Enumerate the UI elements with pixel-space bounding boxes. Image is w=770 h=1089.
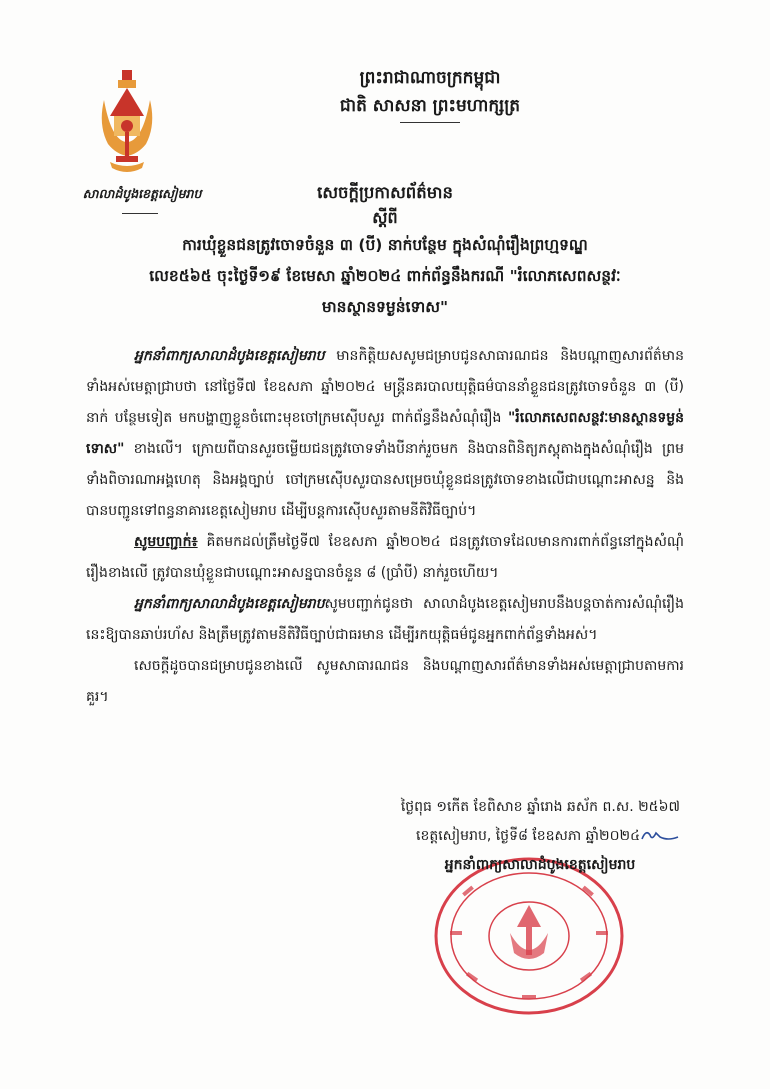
heading-line-3: មានស្ថានទម្ងន់ទោស"	[321, 298, 449, 316]
signatory-title: អ្នកនាំពាក្យសាលាដំបូងខេត្តសៀមរាប	[444, 857, 636, 873]
case-name-quote: "រំលោភសេពសន្ថវៈមានស្ថានទម្ងន់ទោស"	[86, 410, 684, 457]
paragraph-1-text-a: មានកិត្តិយសសូមជម្រាបជូនសាធារណជន និងបណ្តាញសារព័ត៌មានទាំងអស់មេត្តាជ្រាបថា នៅថ្ងៃទី៧ ខែឧសភា ឆ្នាំ២០២៤ មន្ត្រីនគរបាលយុត្តិធម៌បាននាំខ្លួនជនត្រូវចោទចំនួន ៣ (បី) នាក់ បន្ថែមទៀត មកបង្ហាញខ្លួនចំពោះមុខចៅក្រមស៊ើបសួរ ពាក់ព័ន្ធនឹងសំណុំរឿង	[86, 348, 684, 426]
handwritten-mark-icon	[640, 827, 680, 845]
document-title: សេចក្តីប្រកាសព័ត៌មាន	[317, 183, 453, 202]
paragraph-2	[86, 527, 684, 589]
spokesperson-lead-2: អ្នកនាំពាក្យសាលាដំបូងខេត្តសៀមរាប	[134, 596, 325, 612]
heading-line-2: លេខ៥៦៥ ចុះថ្ងៃទី១៩ ខែមេសា ឆ្នាំ២០២៤ ពាក់ព័ន្ធនឹងករណី "រំលោភសេពសន្ថវៈ	[149, 267, 621, 285]
kingdom-header	[250, 64, 610, 123]
paragraph-1	[86, 341, 684, 527]
court-emblem-icon	[96, 70, 158, 178]
date-block	[340, 793, 680, 851]
note-lead: សូមបញ្ជាក់៖	[134, 534, 198, 550]
paragraph-1-text-b: ខាងលើ។ ក្រោយពីបានសួរចម្លើយជនត្រូវចោទទាំងបីនាក់រួចមក និងបានពិនិត្យភស្តុតាងក្នុងសំណុំរឿង ព្រមទាំងពិចារណាអង្គហេតុ និងអង្គច្បាប់ ចៅក្រមស៊ើបសួរបានសម្រេចឃុំខ្លួនជនត្រូវចោទខាងលើជាបណ្តោះអាសន្ន និងបានបញ្ជូនទៅពន្ធនាគារខេត្តសៀមរាប ដើម្បីបន្តការស៊ើបសួរតាមនីតិវិធីច្បាប់។	[86, 441, 684, 519]
announcement-title-block	[90, 180, 680, 323]
signature-block	[400, 855, 680, 876]
paragraph-3-text: សូមបញ្ជាក់ជូនថា សាលាដំបូងខេត្តសៀមរាបនឹងបន្តចាត់ការសំណុំរឿងនេះឱ្យបានឆាប់រហ័ស និងត្រឹមត្រូវតាមនីតិវិធីច្បាប់ជាធរមាន ដើម្បីរកយុត្តិធម៌ជូនអ្នកពាក់ព័ន្ធទាំងអស់។	[86, 596, 684, 643]
paragraph-2-text: គិតមកដល់ត្រឹមថ្ងៃទី៧ ខែឧសភា ឆ្នាំ២០២៤ ជនត្រូវចោទដែលមានការពាក់ព័ន្ធនៅក្នុងសំណុំរឿងខាងលើ ត្រូវបានឃុំខ្លួនជាបណ្តោះអាសន្នបានចំនួន ៨ (ប្រាំបី) នាក់រួចហើយ។	[86, 534, 684, 581]
kingdom-name: ព្រះរាជាណាចក្រកម្ពុជា	[359, 68, 501, 88]
issuer-name: សាលាដំបូងខេត្តសៀមរាប	[82, 186, 202, 201]
national-motto: ជាតិ សាសនា ព្រះមហាក្សត្រ	[339, 96, 521, 116]
solar-date-text: ខេត្តសៀមរាប, ថ្ងៃទី៨ ខែឧសភា ឆ្នាំ២០២៤	[416, 828, 640, 844]
announcement-body	[86, 341, 684, 713]
official-seal-icon	[432, 855, 627, 1017]
paragraph-3	[86, 589, 684, 651]
solar-date	[340, 822, 680, 851]
lunar-date: ថ្ងៃពុធ ១កើត ខែពិសាខ ឆ្នាំរោង ឆស័ក ព.ស. ២៥៦៧	[400, 799, 680, 815]
document-subtitle: ស្តីពី	[372, 208, 398, 227]
motto-divider	[400, 122, 460, 123]
heading-line-1: ការឃុំខ្លួនជនត្រូវចោទចំនួន ៣ (បី) នាក់បន្ថែម ក្នុងសំណុំរឿងព្រហ្មទណ្ឌ	[182, 236, 588, 254]
paragraph-4: សេចក្តីដូចបានជម្រាបជូនខាងលើ សូមសាធារណជន និងបណ្តាញសារព័ត៌មានទាំងអស់មេត្តាជ្រាបតាមការគួរ។	[86, 658, 684, 705]
spokesperson-lead: អ្នកនាំពាក្យសាលាដំបូងខេត្តសៀមរាប	[134, 348, 325, 364]
